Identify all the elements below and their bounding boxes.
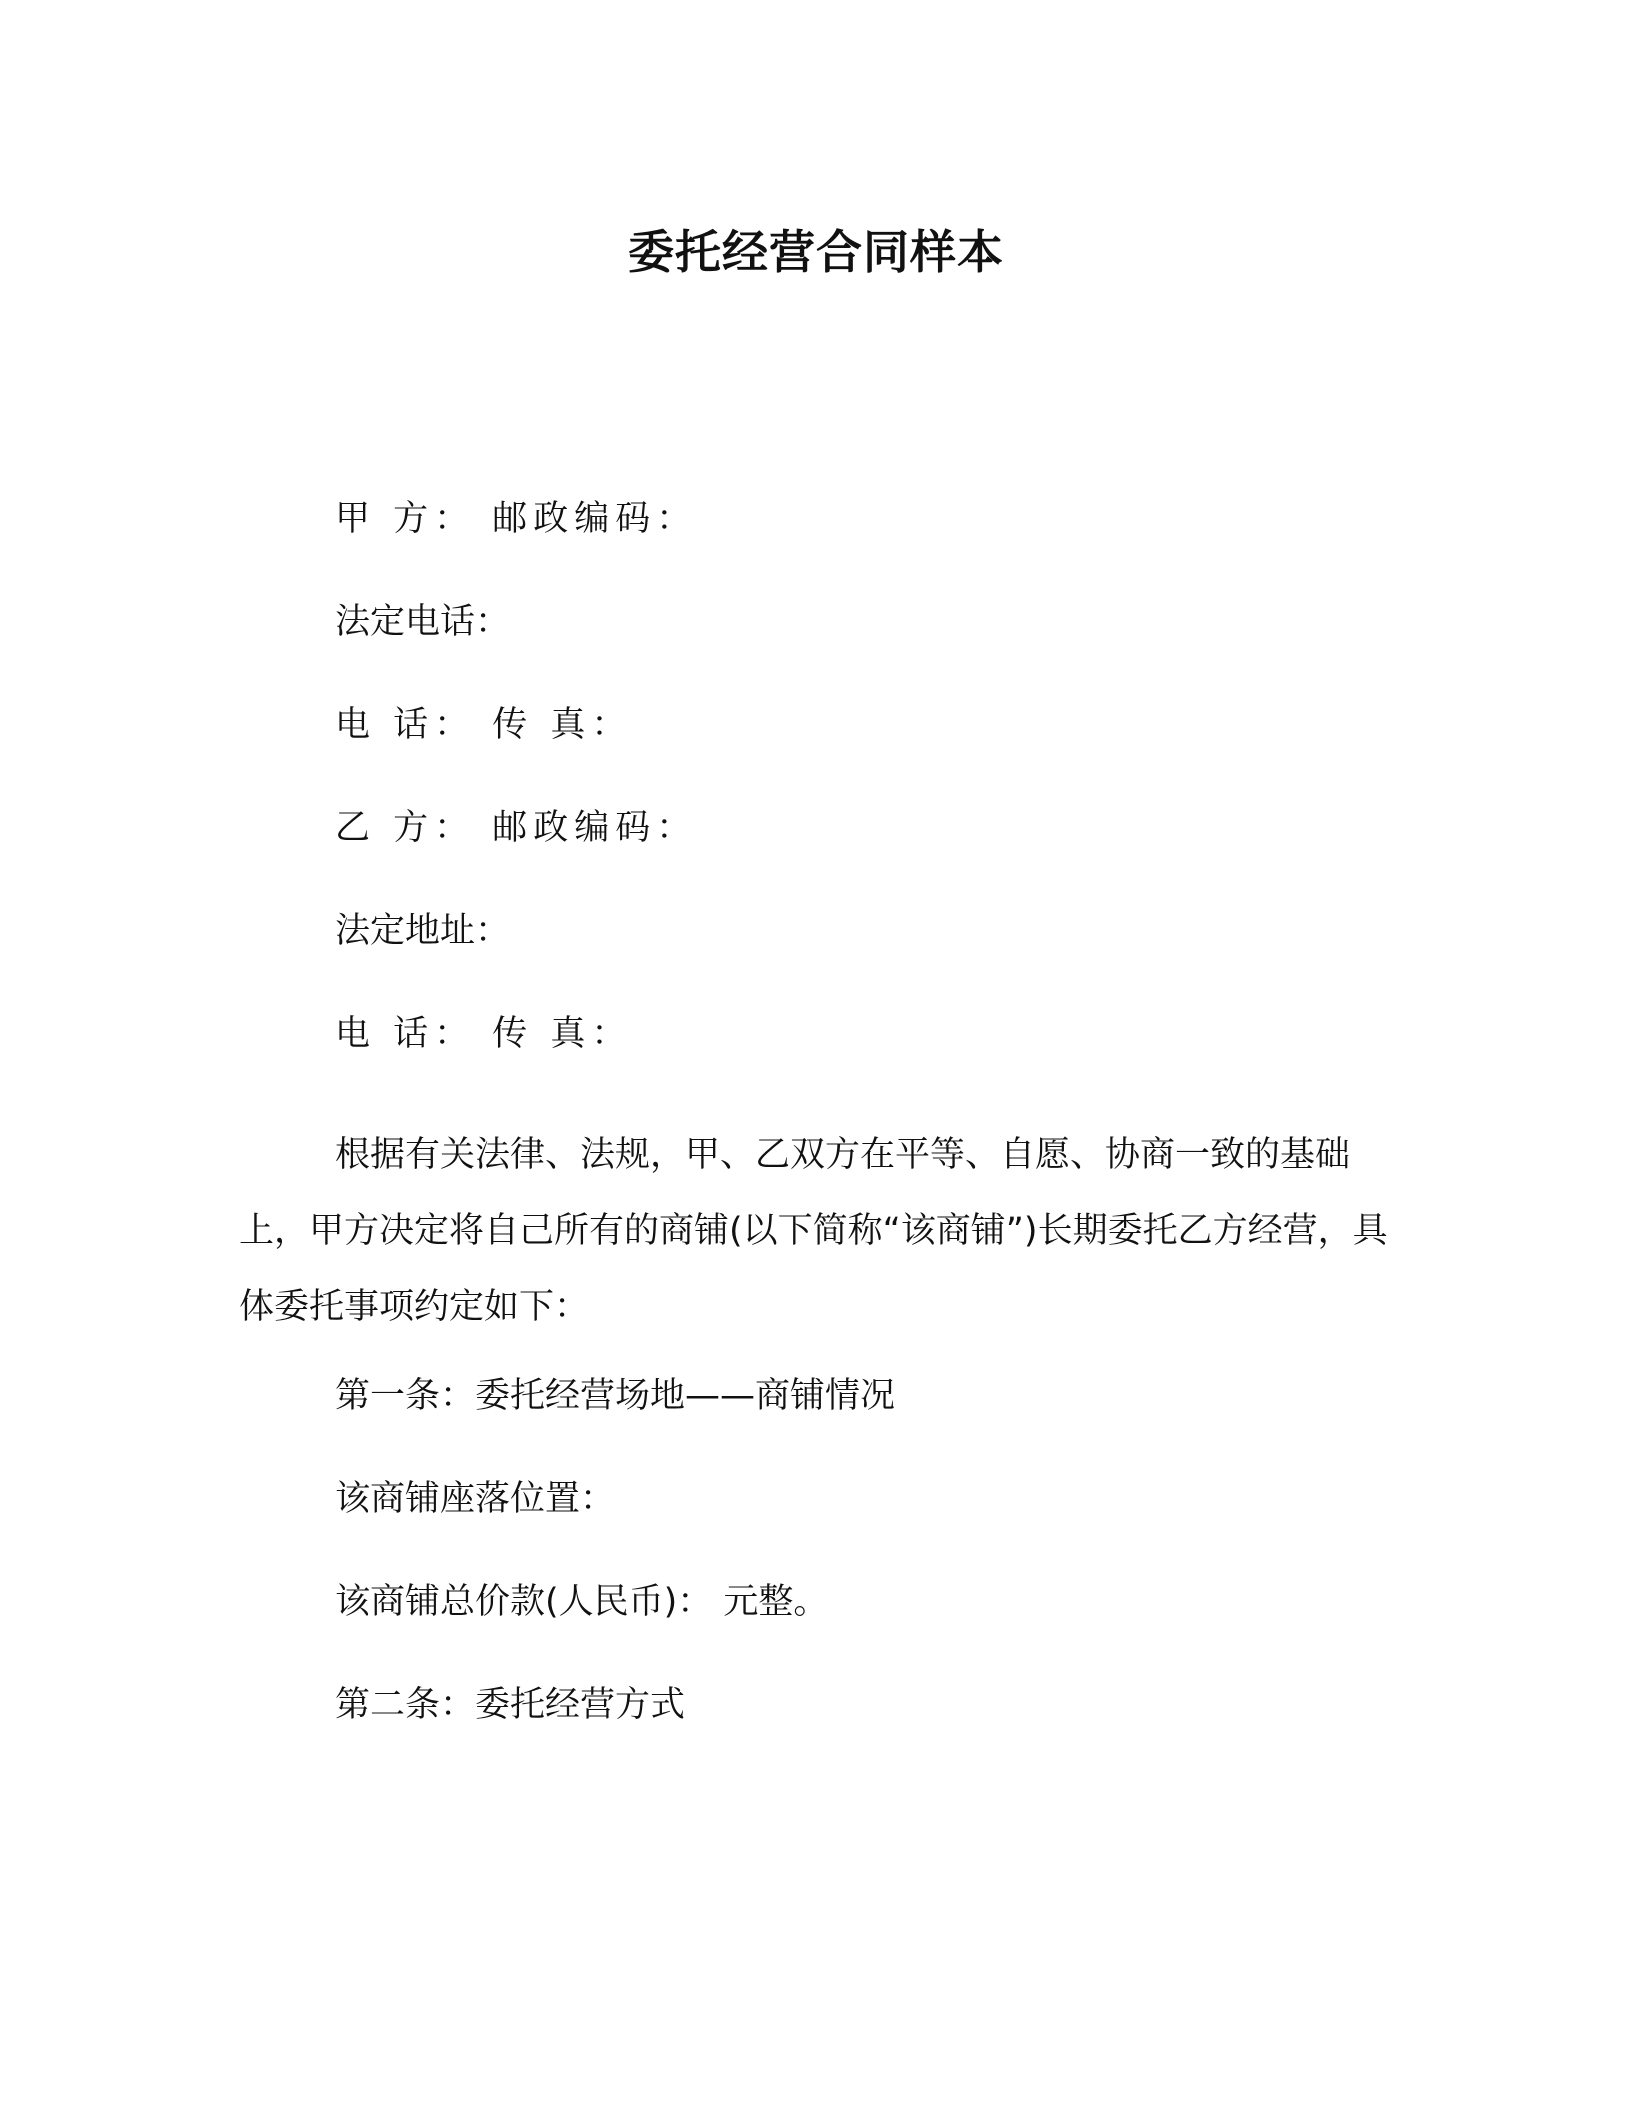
shop-location-line: 该商铺座落位置：: [335, 1479, 616, 1519]
party-a-phone-fax-line: 电 话： 传 真：: [335, 705, 633, 745]
shop-total-price-line: 该商铺总价款(人民币)： 元整。: [335, 1582, 829, 1622]
legal-address-line: 法定地址：: [335, 911, 511, 951]
party-a-postal-line: 甲 方： 邮政编码：: [335, 499, 698, 539]
legal-phone-line: 法定电话：: [335, 602, 511, 642]
article-one-heading: 第一条：委托经营场地——商铺情况: [335, 1376, 896, 1416]
party-b-postal-line: 乙 方： 邮政编码：: [335, 808, 698, 848]
party-b-phone-fax-line: 电 话： 传 真：: [335, 1014, 633, 1054]
intro-paragraph: 根据有关法律、法规，甲、乙双方在平等、自愿、协商一致的基础上，甲方决定将自己所有的商铺(以下简称“该商铺”)长期委托乙方经营，具体委托事项约定如下：: [239, 1135, 1388, 1327]
document-title: 委托经营合同样本: [628, 225, 1004, 279]
article-two-heading: 第二条：委托经营方式: [335, 1685, 686, 1725]
